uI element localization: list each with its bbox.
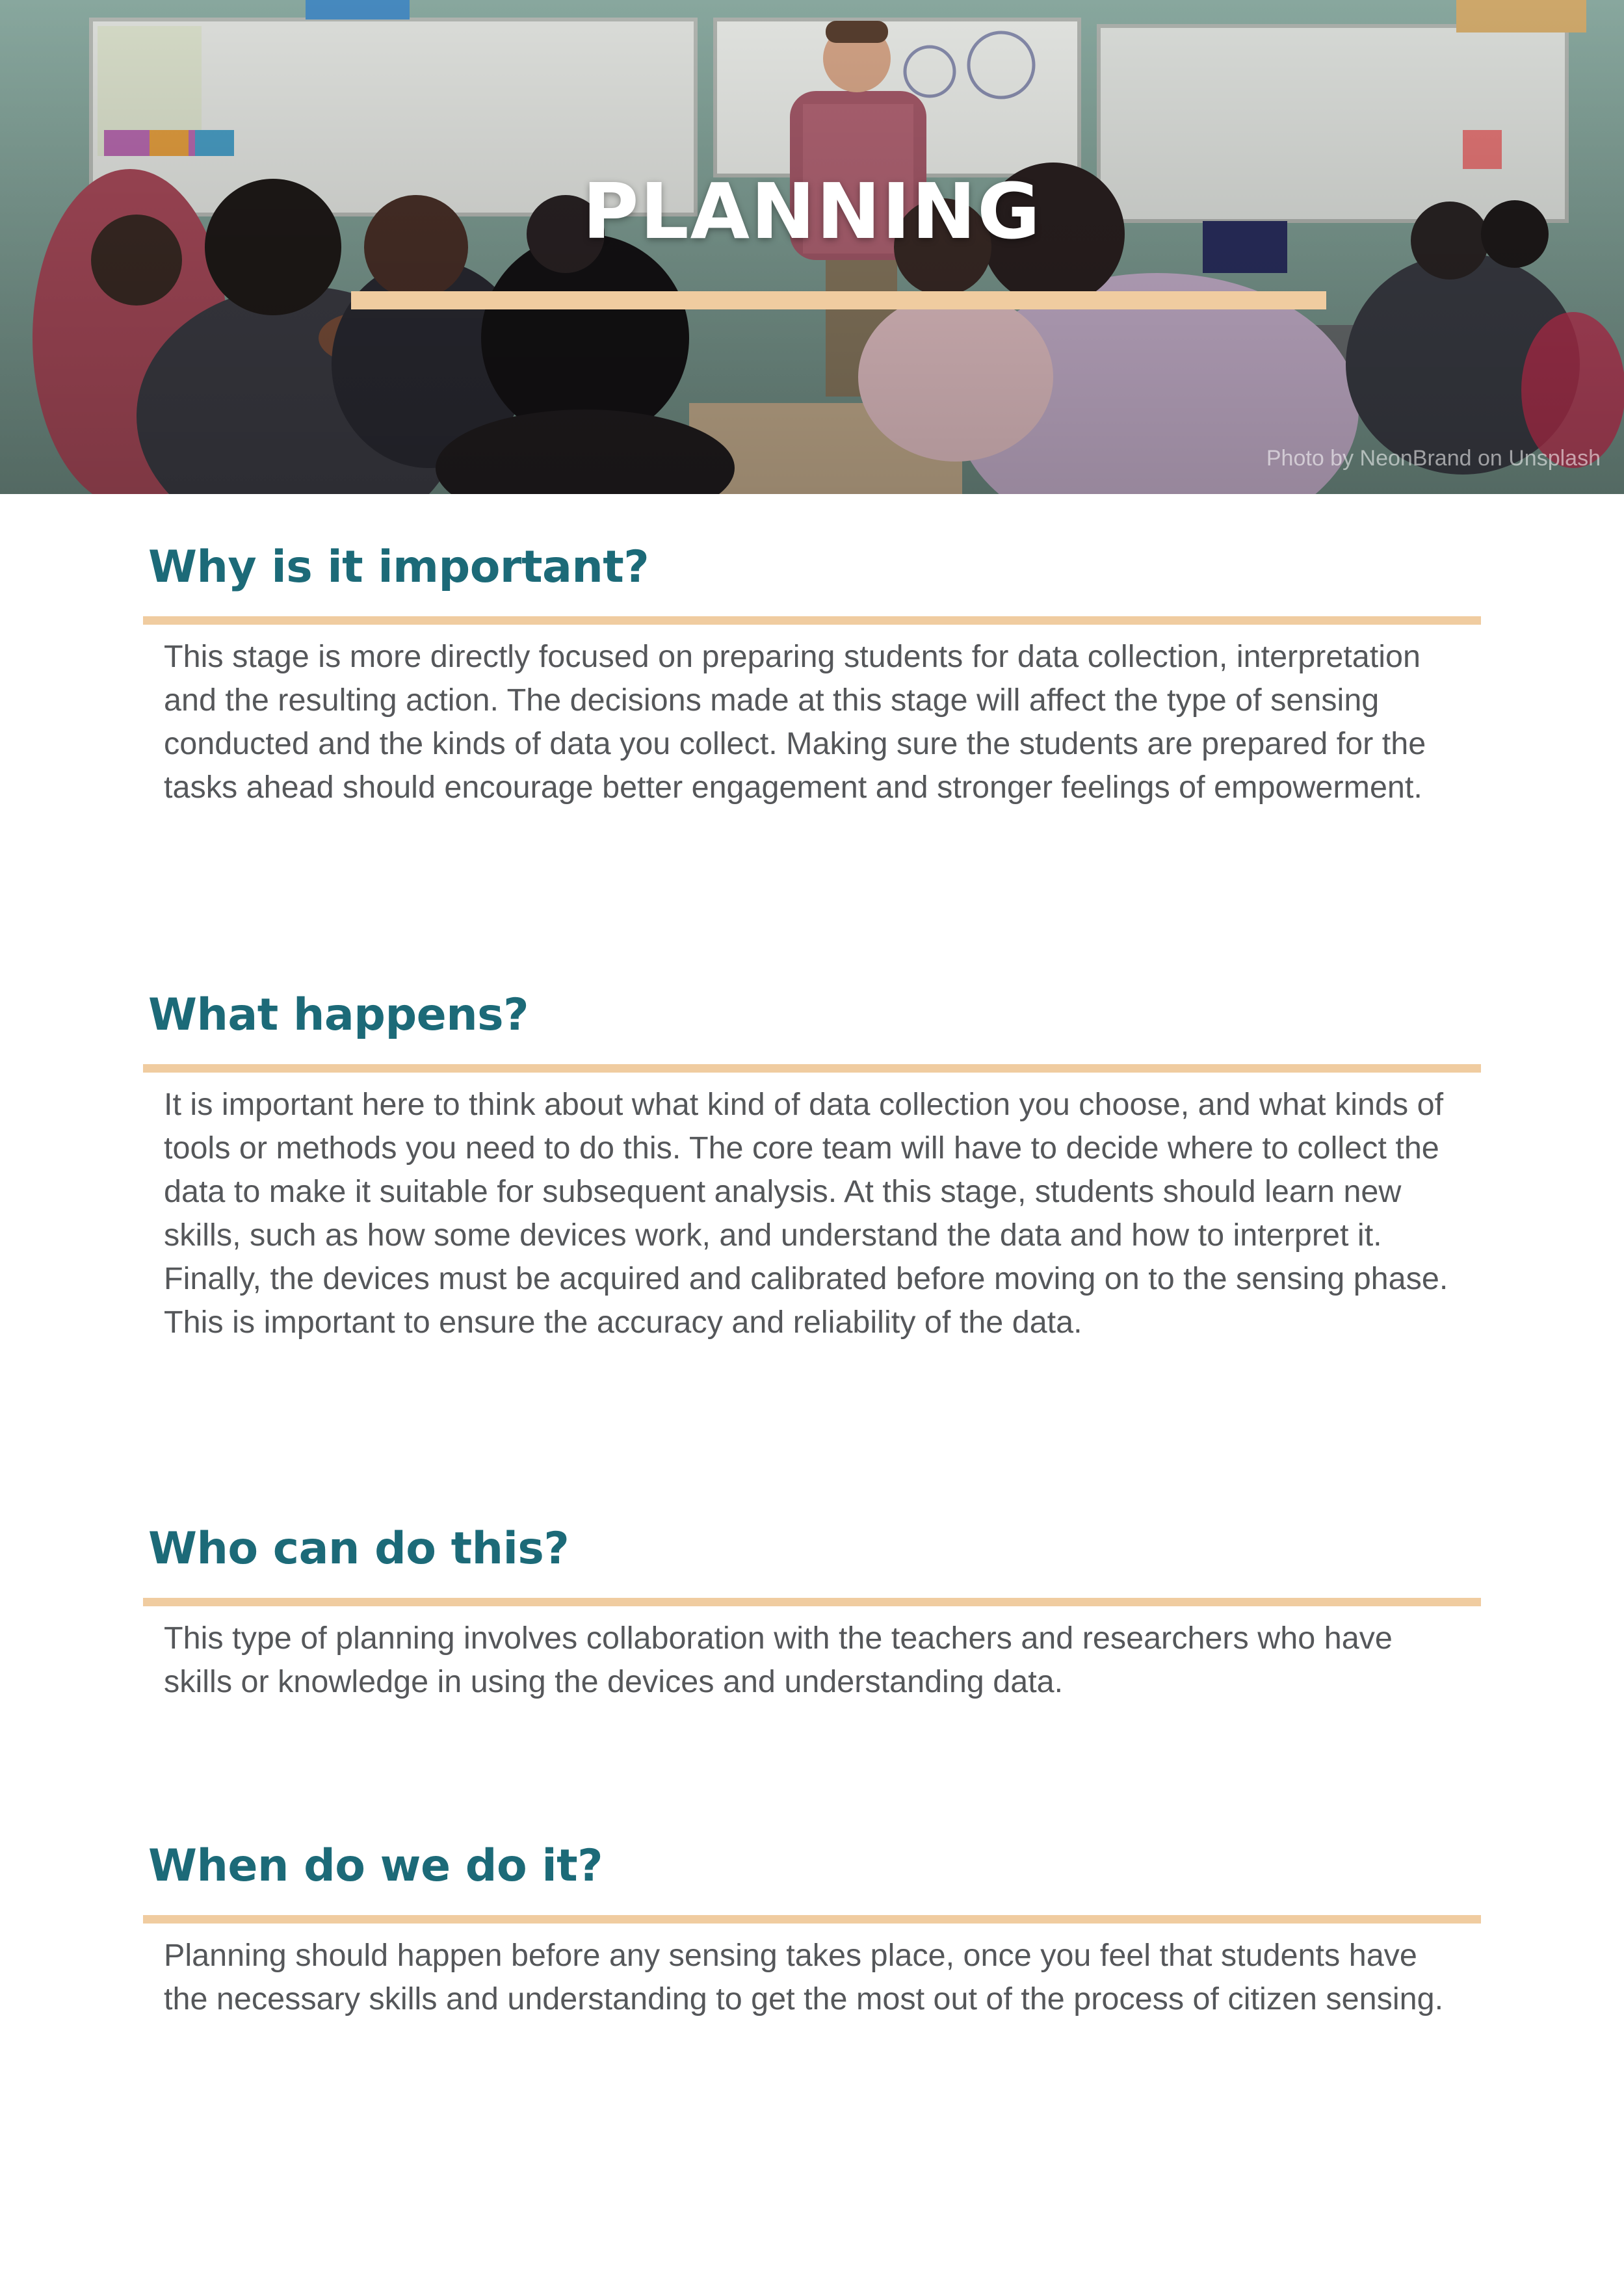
- section-heading: When do we do it?: [148, 1840, 603, 1892]
- section-body: Planning should happen before any sensing takes place, once you feel that students have the necessary skills and understanding to get the most out of the process of citizen sensing.: [164, 1938, 1444, 2016]
- section-divider: [143, 1598, 1481, 1606]
- section-heading: Who can do this?: [148, 1523, 570, 1574]
- hero-banner: [0, 0, 1624, 494]
- title-underline: [351, 291, 1326, 309]
- section-body: This type of planning involves collaboration with the teachers and researchers who have skills or knowledge in using the devices and understanding data.: [164, 1621, 1393, 1699]
- section-body: This stage is more directly focused on preparing students for data collection, interpretation and the resulting action. The decisions made at this stage will affect the type of sensing conducted and the kinds of data you collect. Making sure the students are prepared for the tasks ahead should encourage better engagement and stronger feelings of empowerment.: [164, 639, 1426, 805]
- section-heading: What happens?: [148, 989, 529, 1041]
- page-title: PLANNING: [582, 166, 1042, 256]
- photo-credit: Photo by NeonBrand on Unsplash: [1266, 446, 1601, 471]
- section-heading: Why is it important?: [148, 541, 649, 593]
- section-what-happens: [143, 986, 1481, 1344]
- section-importance: [143, 538, 1481, 809]
- section-divider: [143, 616, 1481, 625]
- section-divider: [143, 1064, 1481, 1073]
- section-who: [143, 1520, 1481, 1704]
- section-divider: [143, 1915, 1481, 1924]
- section-body: It is important here to think about what kind of data collection you choose, and what kinds of tools or methods you need to do this. The core team will have to decide where to collect the data to make it suitable for subsequent analysis. At this stage, students should learn new skills, such as how some devices work, and understand the data and how to interpret it. Finally, the devices must be acquired and calibrated before moving on to the sensing phase. This is important to ensure the accuracy and reliability of the data.: [164, 1087, 1448, 1340]
- section-when: [143, 1837, 1481, 2021]
